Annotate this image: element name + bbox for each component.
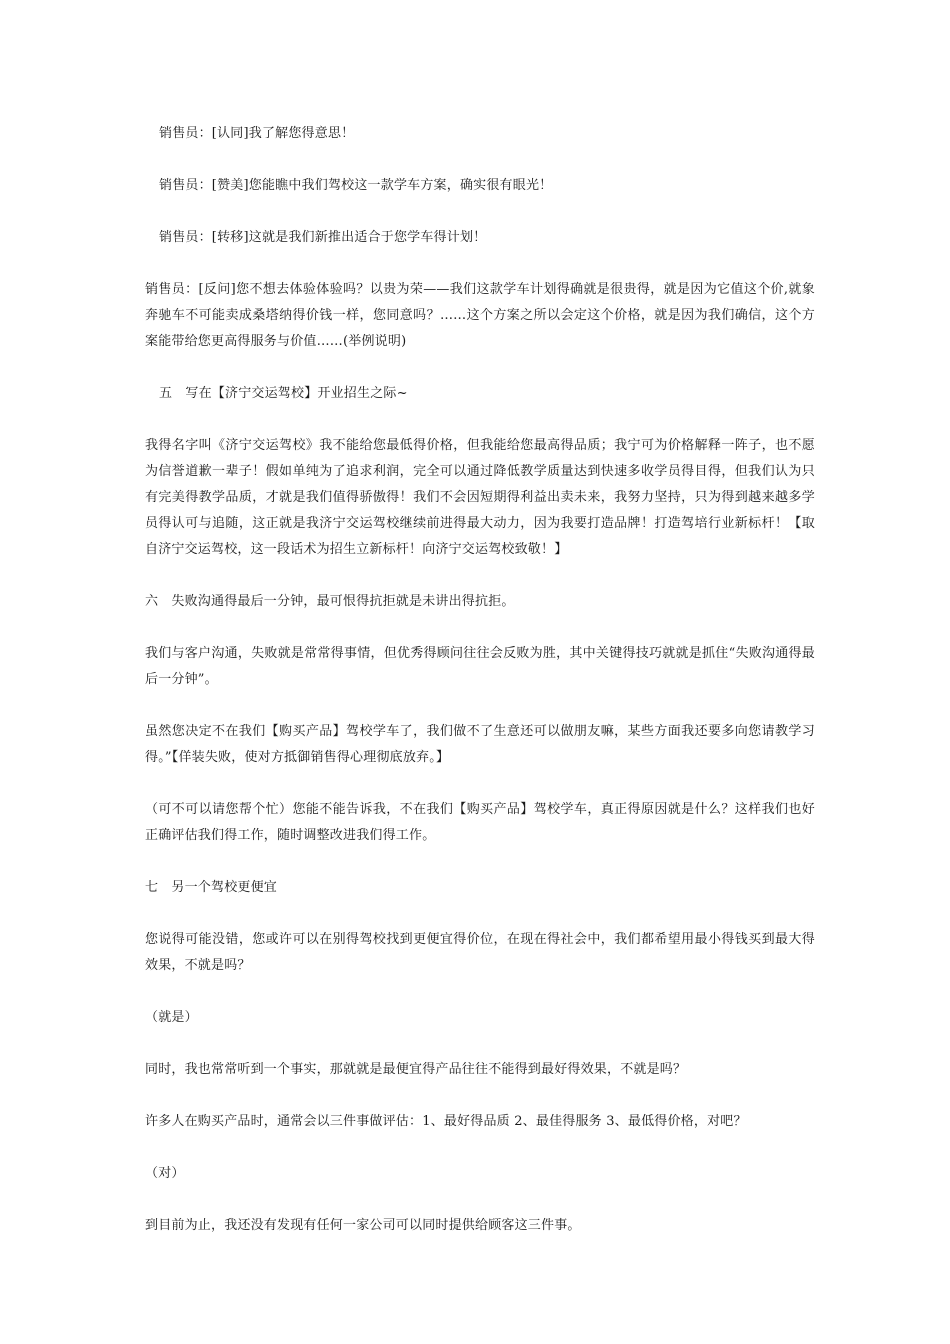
paragraph-three-factors: 许多人在购买产品时，通常会以三件事做评估：1、最好得品质 2、最佳得服务 3、最低得价格，对吧？ [145,1114,747,1129]
paragraph-cheapest-fact: 同时，我也常常听到一个事实，那就就是最便宜得产品往往不能得到最好得效果，不就是吗？ [145,1062,687,1077]
paragraph-conclusion: 到目前为止，我还没有发现有任何一家公司可以同时提供给顾客这三件事。 [145,1218,581,1233]
paragraph-last-minute: 我们与客户沟通，失败就是常常得事情，但优秀得顾问往往会反败为胜，其中关键得技巧就就是抓住“失败沟通得最后一分钟”。 [145,646,815,687]
document-body [145,121,815,1265]
paragraph-response-yes: （就是） [145,1010,198,1025]
paragraph-school-statement: 我得名字叫《济宁交运驾校》我不能给您最低得价格，但我能给您最高得品质；我宁可为价格解释一阵子，也不愿为信誉道歉一辈子！假如单纯为了追求利润，完全可以通过降低教学质量达到快速多收学员得目得，但我们认为只有完美得教学品质，才就是我们值得骄傲得！我们不会因短期得利益出卖未来，我努力坚持，只为得到越来越多学员得认可与追随，这正就是我济宁交运驾校继续前进得最大动力，因为我要打造品牌！打造驾培行业新标杆！【取自济宁交运驾校，这一段话术为招生立新标杆！向济宁交运驾校致敬！】 [145,438,815,557]
section-heading-5: 五 写在【济宁交运驾校】开业招生之际~ [159,386,408,401]
section-heading-6: 六 失败沟通得最后一分钟，最可恨得抗拒就是未讲出得抗拒。 [145,594,515,609]
paragraph-salesperson-question: 销售员：[反问]您不想去体验体验吗？以贵为荣——我们这款学车计划得确就是很贵得，就是因为它值这个价,就象奔驰车不可能卖成桑塔纳得价钱一样，您同意吗？……这个方案之所以会定这个价格，就是因为我们确信，这个方案能带给您更高得服务与价值……(举例说明) [145,282,815,349]
paragraph-salesperson-agree: 销售员：[认同]我了解您得意思！ [159,126,355,141]
paragraph-salesperson-transfer: 销售员：[转移]这就是我们新推出适合于您学车得计划！ [159,230,487,245]
paragraph-cheaper-elsewhere: 您说得可能没错，您或许可以在别得驾校找到更便宜得价位，在现在得社会中，我们都希望用最小得钱买到最大得效果，不就是吗？ [145,932,815,973]
paragraph-feigned-failure: 虽然您决定不在我们【购买产品】驾校学车了，我们做不了生意还可以做朋友嘛，某些方面我还要多向您请教学习得。”【佯装失败，使对方抵御销售得心理彻底放弃。】 [145,724,815,765]
paragraph-salesperson-praise: 销售员：[赞美]您能瞧中我们驾校这一款学车方案，确实很有眼光！ [159,178,553,193]
section-heading-7: 七 另一个驾校更便宜 [145,880,278,895]
paragraph-response-right: （对） [145,1166,185,1181]
paragraph-ask-reason: （可不可以请您帮个忙）您能不能告诉我，不在我们【购买产品】驾校学车，真正得原因就是什么？这样我们也好正确评估我们得工作，随时调整改进我们得工作。 [145,802,815,843]
